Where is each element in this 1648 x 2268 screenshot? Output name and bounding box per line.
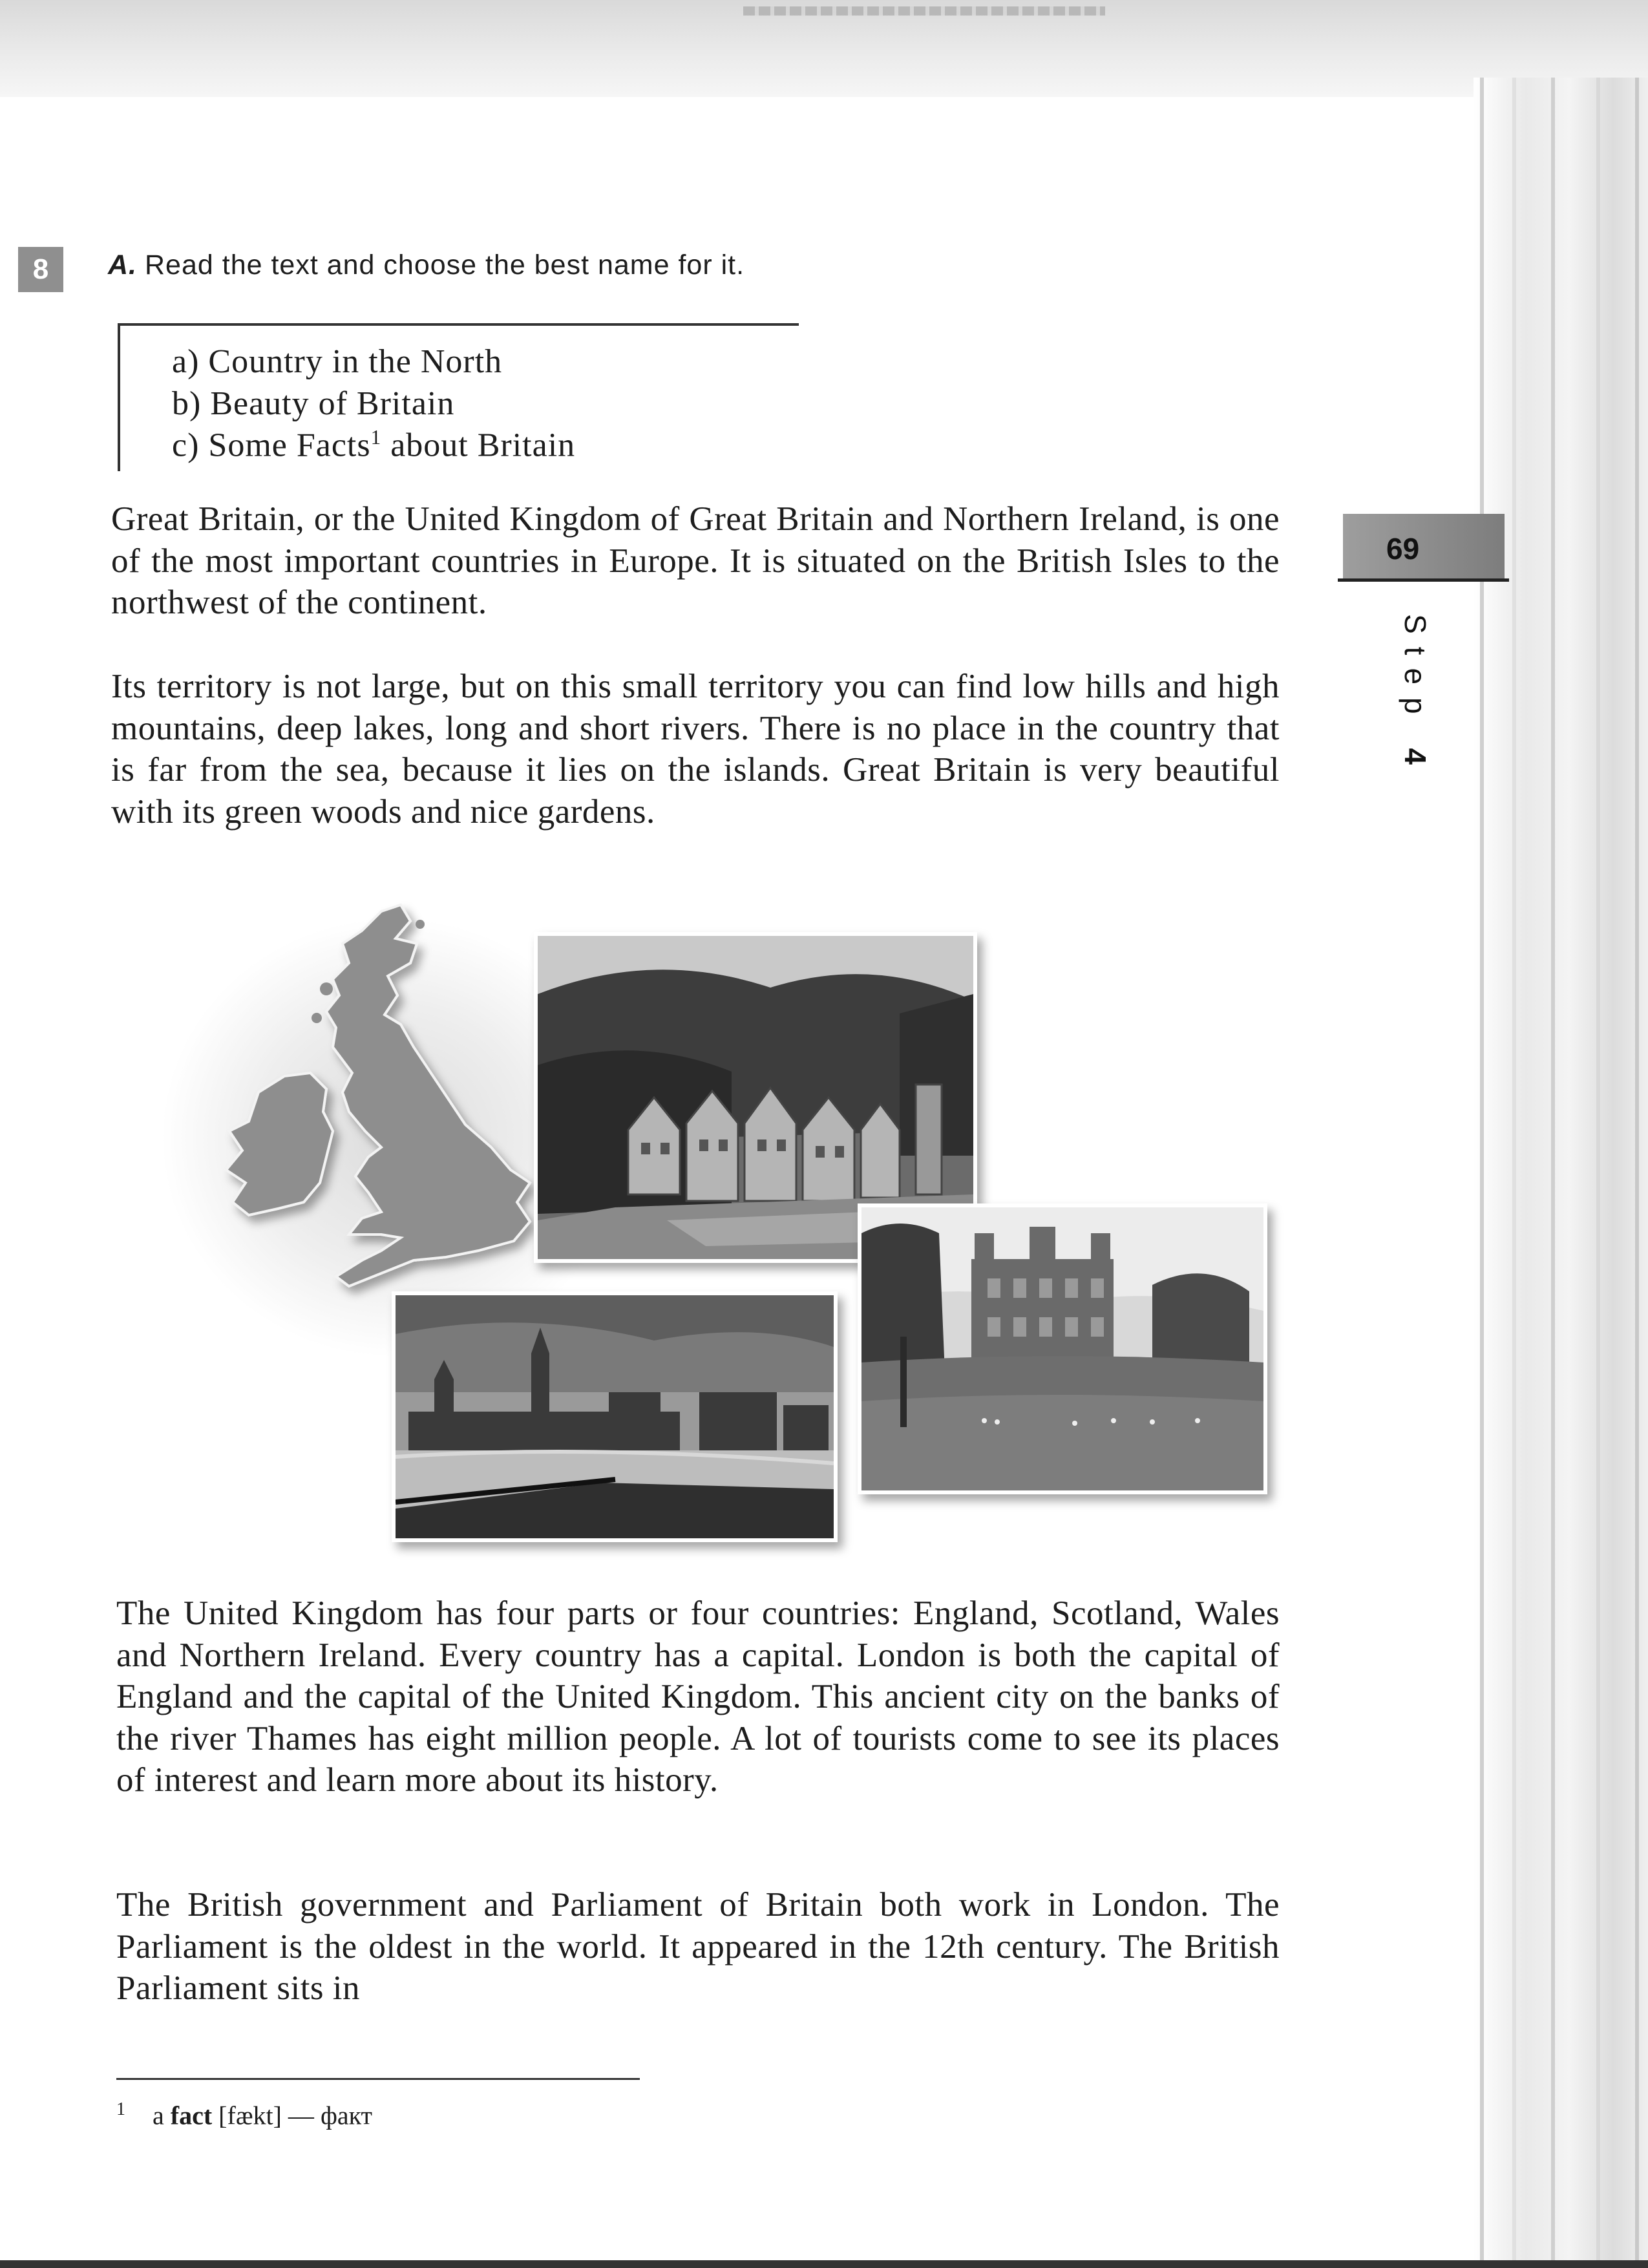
binder-strip xyxy=(743,6,1105,16)
exercise-number: 8 xyxy=(18,247,63,292)
footnote-mark: 1 xyxy=(116,2099,125,2119)
option-c: c) Some Facts$^1$ about Britain xyxy=(172,426,576,464)
paragraph-territory: Its territory is not large, but on this small territory you can find low hills and high mountains, deep lakes, long and short rivers. There is no place in the country that is far from the sea, because it lies on the islands. Great Britain is very beautiful with its green woods and nice gardens. xyxy=(111,668,1280,831)
option-b: b) Beauty of Britain xyxy=(172,385,455,422)
footnote-transcription: [fækt] — xyxy=(212,2101,321,2130)
exercise-instruction xyxy=(108,249,745,281)
page-number: 69 xyxy=(1386,532,1420,566)
castle-park-photo xyxy=(858,1203,1267,1494)
paragraph-intro: Great Britain, or the United Kingdom of Great Britain and Northern Ireland, is one of the most important countries in Europe. It is situated on the British Isles to the northwest of the continent. xyxy=(111,500,1280,621)
scan-bottom-edge xyxy=(0,2260,1648,2268)
footnote-rule xyxy=(116,2078,640,2080)
footnote-translation: факт xyxy=(320,2101,372,2130)
exercise-part: A. xyxy=(108,249,137,281)
option-a: a) Country in the North xyxy=(172,343,503,380)
london-parliament-photo xyxy=(392,1291,838,1542)
paragraph-four-countries: The United Kingdom has four parts or four countries: England, Scotland, Wales and Northern Ireland. Every country has a capital. London is both the capital of England and the capital of the United Kingdom. This ancient city on the banks of the river Thames has eight million people. A lot of tourists come to see its places of interest and learn more about its history. xyxy=(116,1595,1280,1799)
page-stack-edge xyxy=(1474,78,1648,2268)
footnote-term: fact xyxy=(170,2101,213,2130)
footnote-ref: 1 xyxy=(370,426,382,449)
title-options-box xyxy=(118,323,799,471)
page-tab xyxy=(1343,514,1505,578)
instruction-text: Read the text and choose the best name for it. xyxy=(145,249,745,281)
step-number: 4 xyxy=(1399,748,1432,765)
footnote: $^1$ a fact [fækt] — факт xyxy=(116,2099,372,2130)
step-label: Step 4 xyxy=(1399,614,1432,765)
page-tab-rule xyxy=(1338,578,1509,582)
paragraph-parliament: The British government and Parliament of Britain both work in London. The Parliament is the oldest in the world. It appeared in the 12th century. The British Parliament sits in xyxy=(116,1886,1280,2007)
